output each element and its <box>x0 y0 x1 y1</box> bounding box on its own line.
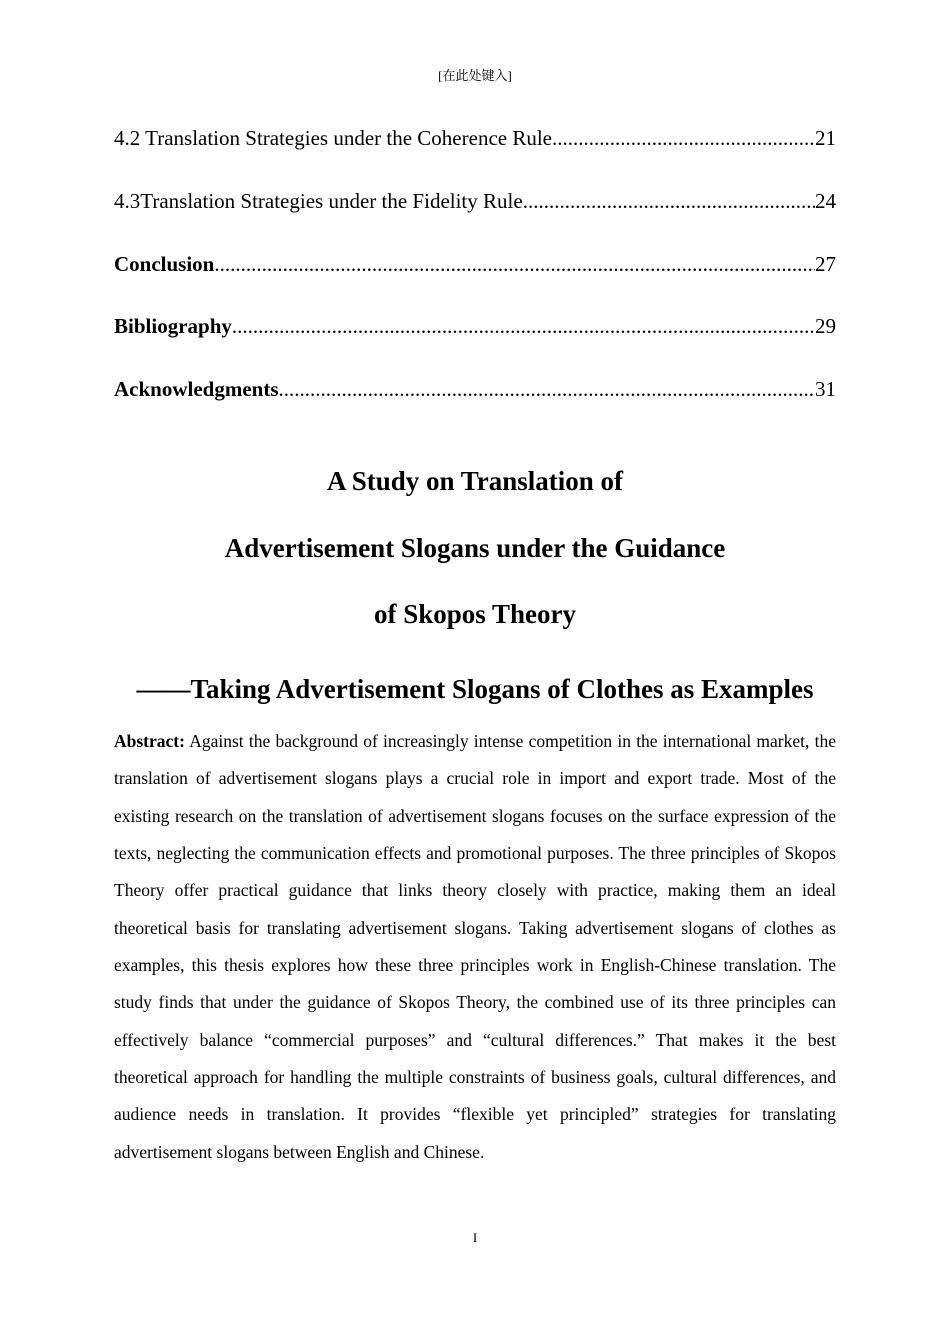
thesis-subtitle: ——Taking Advertisement Slogans of Clothes as Examples <box>136 674 814 704</box>
abstract-text: Against the background of increasingly intense competition in the international market, the translation of advertisement slogans plays a crucial role in import and export trade. Most of the existing research on the translation of advertisement slogans focuses on the surface expression of the texts, neglecting the communication effects and promotional purposes. The three principles of Skopos Theory offer practical guidance that links theory closely with practice, making them an ideal theoretical basis for translating advertisement slogans. Taking advertisement slogans of clothes as examples, this thesis explores how these three principles work in English-Chinese translation. The study finds that under the guidance of Skopos Theory, the combined use of its three principles can effectively balance “commercial purposes” and “cultural differences.” That makes it the best theoretical approach for handling the multiple constraints of business goals, cultural differences, and audience needs in translation. It provides “flexible yet principled” strategies for translating advertisement slogans between English and Chinese. <box>114 731 836 1162</box>
toc-entry <box>114 187 836 250</box>
toc-entry-page: 24 <box>815 188 836 213</box>
toc-leader-dots <box>232 312 815 340</box>
page-header: [在此处键入] <box>438 68 512 83</box>
toc-entry-title: Conclusion <box>114 251 215 276</box>
table-of-contents <box>114 124 836 438</box>
page-number: I <box>472 1230 478 1245</box>
toc-entry-title: Bibliography <box>114 314 232 339</box>
abstract-paragraph <box>114 723 836 1171</box>
toc-leader-dots <box>279 375 815 403</box>
toc-leader-dots <box>214 250 815 278</box>
toc-leader-dots <box>523 187 815 215</box>
toc-entry <box>114 312 836 375</box>
toc-entry-title: 4.3Translation Strategies under the Fidelity Rule <box>114 188 523 213</box>
toc-entry <box>114 250 836 313</box>
toc-entry <box>114 375 836 438</box>
thesis-title-line-1: A Study on Translation of <box>326 466 624 496</box>
toc-entry-page: 21 <box>815 126 836 150</box>
thesis-title-line-3: of Skopos Theory <box>373 599 577 629</box>
abstract-label: Abstract: <box>114 731 185 751</box>
toc-entry-page: 29 <box>815 314 836 339</box>
toc-leader-dots <box>552 124 815 152</box>
thesis-title-line-2: Advertisement Slogans under the Guidance <box>224 533 726 563</box>
toc-entry-page: 31 <box>815 377 836 401</box>
toc-entry-page: 27 <box>815 251 836 276</box>
toc-entry <box>114 124 836 187</box>
toc-entry-title: 4.2 Translation Strategies under the Coherence Rule <box>114 126 552 150</box>
toc-entry-title: Acknowledgments <box>114 377 279 401</box>
